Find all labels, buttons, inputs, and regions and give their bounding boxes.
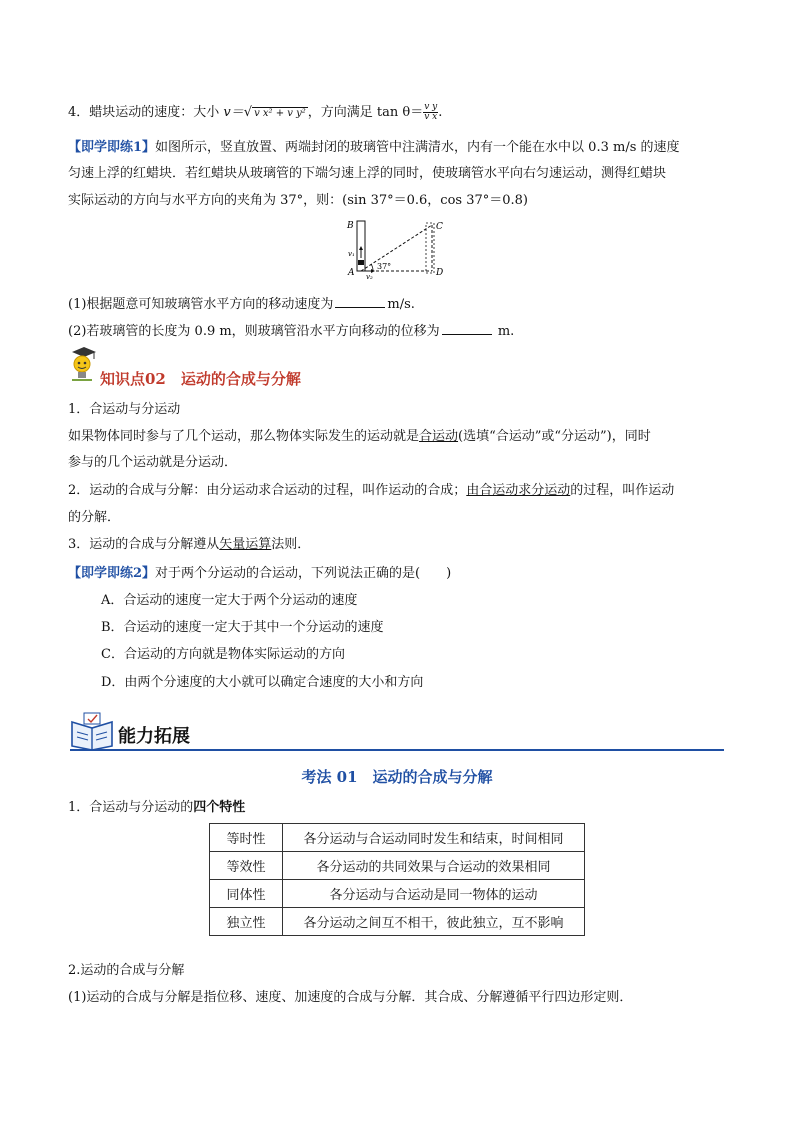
exercise2-option-a: A．合运动的速度一定大于两个分运动的速度 xyxy=(101,593,358,608)
label-A: A xyxy=(348,268,355,278)
kp02-s2-line2: 的分解． xyxy=(68,510,121,525)
knowledge-point-02-title: 知识点02 运动的合成与分解 xyxy=(100,370,301,388)
label-angle: 37° xyxy=(377,262,392,271)
exercise1-question1: (1)根据题意可知玻璃管水平方向的移动速度为 m/s. xyxy=(68,297,415,312)
table-cell-key: 等效性 xyxy=(210,852,283,880)
exercise1-line1: 【即学即练1】如图所示，竖直放置、两端封闭的玻璃管中注满清水，内有一个能在水中以 0.3 m/s 的速度 xyxy=(68,140,680,155)
sqrt-expression: √ v x² + v y² xyxy=(243,105,306,120)
table-cell-value: 各分运动与合运动同时发生和结束，时间相同 xyxy=(283,824,585,852)
exercise1-tag: 【即学即练1】 xyxy=(68,140,156,155)
table-row xyxy=(210,852,585,880)
table-row xyxy=(210,880,585,908)
exercise2-tag: 【即学即练2】 xyxy=(68,566,156,581)
open-book-icon xyxy=(70,712,114,750)
tube-figure xyxy=(340,218,450,280)
diagonal-dashed-line xyxy=(361,225,432,271)
method01-item1: 1．合运动与分运动的四个特性 xyxy=(68,800,246,815)
label-v1: v₁ xyxy=(348,250,355,258)
table-cell-key: 同体性 xyxy=(210,880,283,908)
kp02-s2-line1: 2．运动的合成与分解：由分运动求合运动的过程，叫作运动的合成；由合运动求分运动的过程，叫作运动 xyxy=(68,483,675,498)
method01-item2-title: 2.运动的合成与分解 xyxy=(68,963,185,978)
item4-formula: 4．蜡块运动的速度：大小 v＝√ v x² + v y² ，方向满足 tan θ＝ $\frac{\text{v y}}{\text{v x}}$ . xyxy=(68,102,443,122)
moved-tube-outline xyxy=(426,223,434,273)
section-divider xyxy=(70,749,724,751)
kp02-s1-title: 1．合运动与分运动 xyxy=(68,402,181,417)
lightbulb-graduate-icon xyxy=(66,346,98,382)
table-cell-value: 各分运动与合运动是同一物体的运动 xyxy=(283,880,585,908)
label-B: B xyxy=(347,221,354,231)
kp02-s1-line2: 参与的几个运动就是分运动． xyxy=(68,455,238,470)
exercise1-line3: 实际运动的方向与水平方向的夹角为 37°，则：(sin 37°＝0.6，cos 37°＝0.8) xyxy=(68,193,528,208)
method01-item2-line: (1)运动的合成与分解是指位移、速度、加速度的合成与分解．其合成、分解遵循平行四边形定则． xyxy=(68,990,633,1005)
exercise1-line2: 匀速上浮的红蜡块．若红蜡块从玻璃管的下端匀速上浮的同时，使玻璃管水平向右匀速运动，测得红蜡块 xyxy=(68,166,667,181)
answer-blank-1 xyxy=(335,295,385,308)
wax-block xyxy=(358,260,364,265)
table-cell-key: 独立性 xyxy=(210,908,283,936)
tan-fraction: $\frac{\text{v y}}{\text{v x}}$ xyxy=(424,102,438,122)
table-row xyxy=(210,824,585,852)
exercise2-option-d: D．由两个分速度的大小就可以确定合速度的大小和方向 xyxy=(101,675,424,690)
exercise2-option-c: C．合运动的方向就是物体实际运动的方向 xyxy=(101,647,345,662)
exercise2-option-b: B．合运动的速度一定大于其中一个分运动的速度 xyxy=(101,620,384,635)
section-title: 能力拓展 xyxy=(118,726,190,747)
table-cell-value: 各分运动之间互不相干，彼此独立，互不影响 xyxy=(283,908,585,936)
four-properties-table xyxy=(209,823,585,936)
label-v2: v₂ xyxy=(366,273,373,280)
exercise2-stem: 【即学即练2】对于两个分运动的合运动，下列说法正确的是( ) xyxy=(68,566,452,581)
table-cell-value: 各分运动的共同效果与合运动的效果相同 xyxy=(283,852,585,880)
answer-blank-2 xyxy=(442,322,492,335)
v1-arrowhead xyxy=(359,246,363,250)
table-row xyxy=(210,908,585,936)
table-cell-key: 等时性 xyxy=(210,824,283,852)
method-01-title: 考法 01 运动的合成与分解 xyxy=(301,768,493,786)
kp02-s1-line1: 如果物体同时参与了几个运动，那么物体实际发生的运动就是合运动(选填“合运动”或“分运动”)，同时 xyxy=(68,429,651,444)
label-D: D xyxy=(436,268,444,278)
exercise1-question2: (2)若玻璃管的长度为 0.9 m，则玻璃管沿水平方向移动的位移为 m. xyxy=(68,324,515,339)
label-C: C xyxy=(436,222,443,232)
kp02-s3: 3．运动的合成与分解遵从矢量运算法则． xyxy=(68,537,311,552)
